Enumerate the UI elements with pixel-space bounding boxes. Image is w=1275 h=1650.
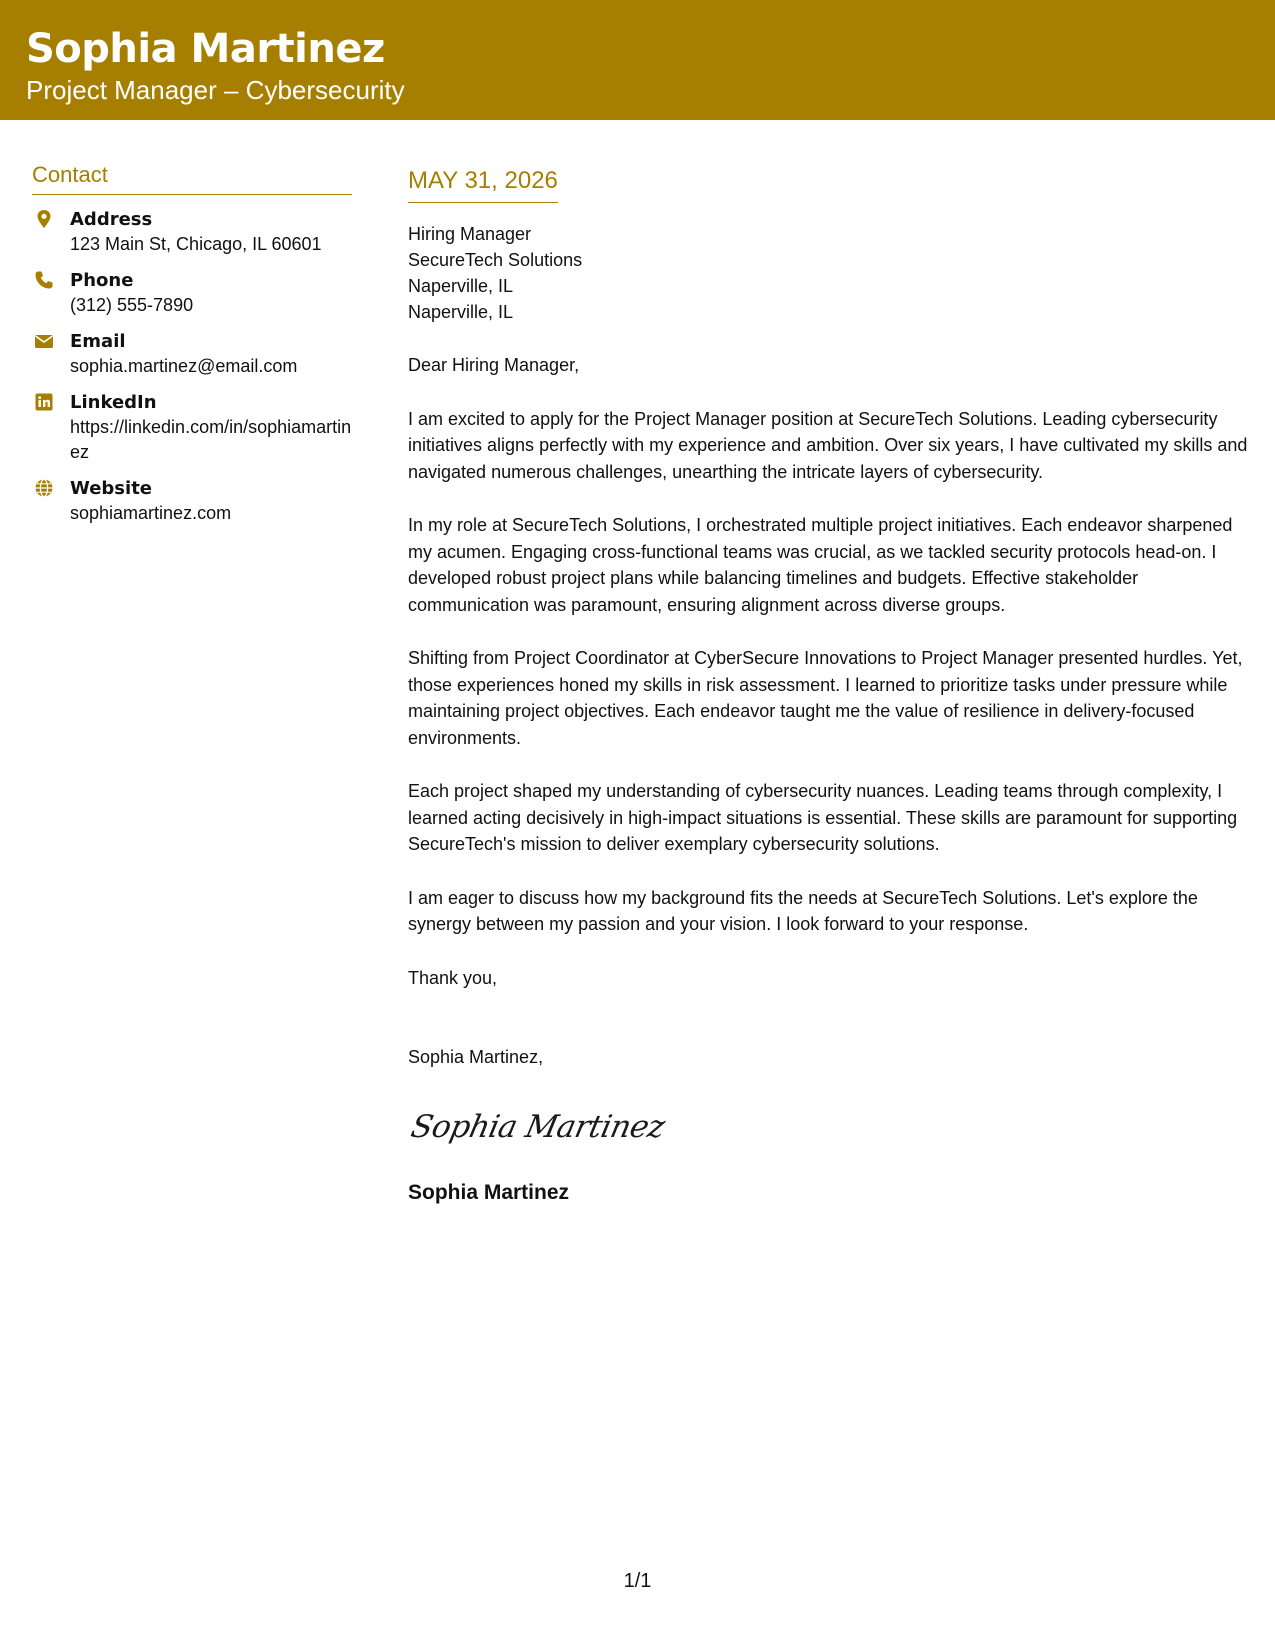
body-paragraph: I am excited to apply for the Project Manager position at SecureTech Solutions. Leading cybersecurity initiatives aligns perfectly with my experience and ambition. Over six years, I have cultivated my skills and navigated numerous challenges, unearthing the intricate layers of cybersecurity.	[408, 408, 1248, 482]
body-paragraph: I am eager to discuss how my background fits the needs at SecureTech Solutions. Let's explore the synergy between my passion and your vision. I look forward to your response.	[408, 887, 1198, 934]
body-paragraph: In my role at SecureTech Solutions, I orchestrated multiple project initiatives. Each endeavor sharpened my acumen. Engaging cross-functional teams was crucial, as we tackled security protocols head-on. I developed robust project plans while balancing timelines and budgets. Effective stakeholder communication was paramount, ensuring alignment across diverse groups.	[408, 515, 1233, 615]
recipient-block	[408, 221, 1253, 325]
signature-text: Sophia Martinez	[408, 1108, 668, 1145]
body-paragraph: Shifting from Project Coordinator at CyberSecure Innovations to Project Manager presented hurdles. Yet, those experiences honed my skills in risk assessment. I learned to prioritize tasks under pressure while maintaining project objectives. Each endeavor taught me the value of resilience in delivery-focused environments.	[408, 648, 1243, 748]
letter-date: MAY 31, 2026	[408, 164, 558, 203]
contact-label: LinkedIn	[70, 392, 157, 413]
recipient-line: Naperville, IL	[408, 302, 514, 322]
recipient-line: SecureTech Solutions	[408, 250, 583, 270]
contact-value: (312) 555-7890	[70, 295, 194, 315]
phone-icon	[34, 270, 54, 290]
header	[0, 0, 1275, 120]
salutation: Dear Hiring Manager,	[408, 355, 580, 375]
map-pin-icon	[34, 209, 54, 229]
contact-item-website	[32, 476, 352, 526]
page-number: 1/1	[623, 1570, 652, 1592]
contact-item-email	[32, 329, 352, 379]
linkedin-icon	[34, 392, 54, 412]
closing: Thank you,	[408, 967, 498, 988]
envelope-icon	[34, 331, 54, 351]
contact-value[interactable]: https://linkedin.com/in/sophiamartinez	[70, 417, 352, 462]
contact-label: Website	[70, 478, 153, 499]
contact-item-phone	[32, 268, 352, 318]
contact-sidebar	[32, 160, 352, 537]
signoff: Sophia Martinez,	[408, 1047, 544, 1067]
contact-item-linkedin	[32, 390, 352, 465]
letter-body	[408, 164, 1253, 1207]
contact-heading: Contact	[32, 160, 352, 195]
signed-name: Sophia Martinez	[408, 1180, 570, 1204]
contact-label: Phone	[70, 270, 134, 291]
recipient-line: Hiring Manager	[408, 224, 532, 244]
recipient-line: Naperville, IL	[408, 276, 514, 296]
contact-value[interactable]: sophiamartinez.com	[70, 503, 232, 523]
body-paragraph: Each project shaped my understanding of cybersecurity nuances. Leading teams through complexity, I learned acting decisively in high-impact situations is essential. These skills are paramount for supporting SecureTech's mission to deliver exemplary cybersecurity solutions.	[408, 781, 1238, 854]
handwritten-signature	[408, 1097, 1253, 1157]
contact-value: 123 Main St, Chicago, IL 60601	[70, 234, 322, 254]
contact-value: sophia.martinez@email.com	[70, 356, 298, 376]
contact-item-address	[32, 207, 352, 257]
globe-icon	[34, 478, 54, 498]
contact-list	[32, 207, 352, 526]
applicant-name: Sophia Martinez	[26, 26, 385, 72]
applicant-role: Project Manager – Cybersecurity	[26, 75, 405, 105]
contact-label: Email	[70, 331, 126, 352]
contact-label: Address	[70, 209, 153, 230]
